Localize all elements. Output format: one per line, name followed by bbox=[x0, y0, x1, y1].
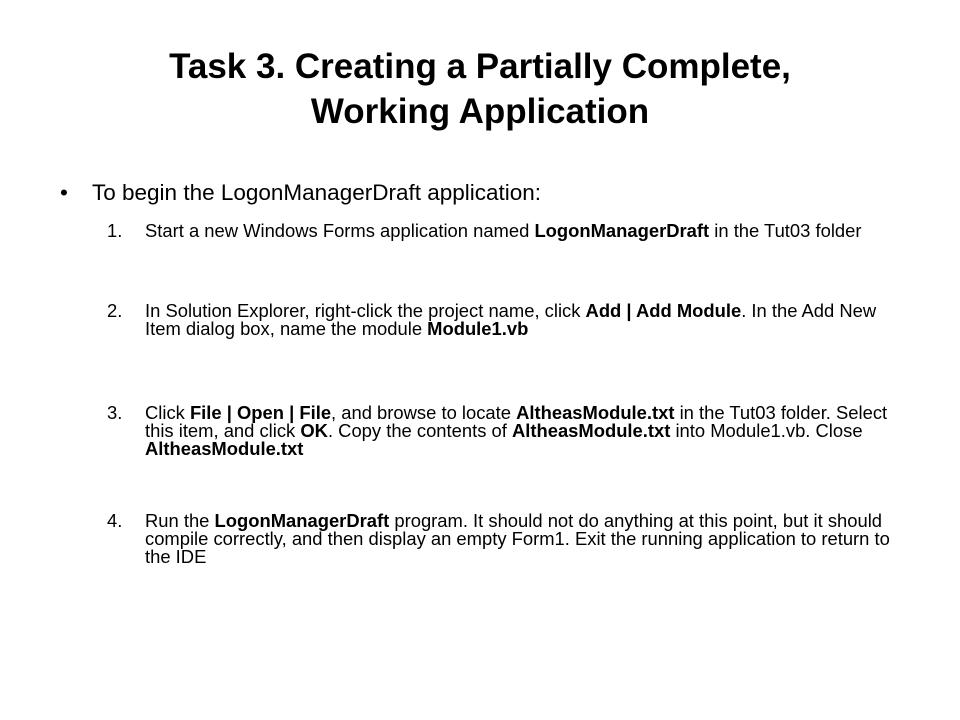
step-3-segment: into Module1.vb. Close bbox=[670, 420, 863, 441]
step-4-segment: LogonManagerDraft bbox=[214, 510, 390, 531]
step-4-segment: program. It should not do anything at this point, but it should compile correctly, and then display an empty Form1. Exit the running application to return to the IDE bbox=[145, 510, 890, 567]
step-4-segment: Run the bbox=[145, 510, 215, 531]
step-3-segment: Click bbox=[145, 402, 190, 423]
step-2-text bbox=[145, 302, 915, 338]
step-3-text bbox=[145, 404, 915, 458]
step-1-text bbox=[145, 222, 915, 240]
step-3-segment: OK bbox=[300, 420, 328, 441]
step-3-segment: . Copy the contents of bbox=[327, 420, 512, 441]
slide-title bbox=[60, 44, 900, 134]
step-4-number: 4. bbox=[107, 510, 123, 531]
step-2-segment: . In the Add New Item dialog box, name the module bbox=[145, 300, 877, 339]
slide-title-line-2: Working Application bbox=[310, 92, 650, 131]
step-3-segment: , and browse to locate bbox=[331, 402, 517, 423]
step-2-segment: In Solution Explorer, right-click the project name, click bbox=[145, 300, 586, 321]
step-1-segment: in the Tut03 folder bbox=[709, 220, 862, 241]
step-4-text bbox=[145, 512, 915, 566]
step-3-segment: AltheasModule.txt bbox=[145, 438, 304, 459]
step-1-segment: LogonManagerDraft bbox=[534, 220, 710, 241]
step-3-segment: File | Open | File bbox=[189, 402, 332, 423]
step-2-segment: Module1.vb bbox=[427, 318, 529, 339]
step-1-segment: Start a new Windows Forms application named bbox=[145, 220, 535, 241]
slide-title-line-1: Task 3. Creating a Partially Complete, bbox=[169, 47, 791, 86]
step-2-segment: Add | Add Module bbox=[585, 300, 742, 321]
step-3-segment: in the Tut03 folder. Select this item, and click bbox=[145, 402, 888, 441]
step-1-number: 1. bbox=[107, 220, 123, 241]
step-3-segment: AltheasModule.txt bbox=[516, 402, 675, 423]
intro-bullet-text: To begin the LogonManagerDraft application: bbox=[92, 180, 542, 205]
step-3-number: 3. bbox=[107, 402, 123, 423]
step-2-number: 2. bbox=[107, 300, 123, 321]
step-3-segment: AltheasModule.txt bbox=[511, 420, 671, 441]
bullet-marker: • bbox=[60, 180, 68, 205]
